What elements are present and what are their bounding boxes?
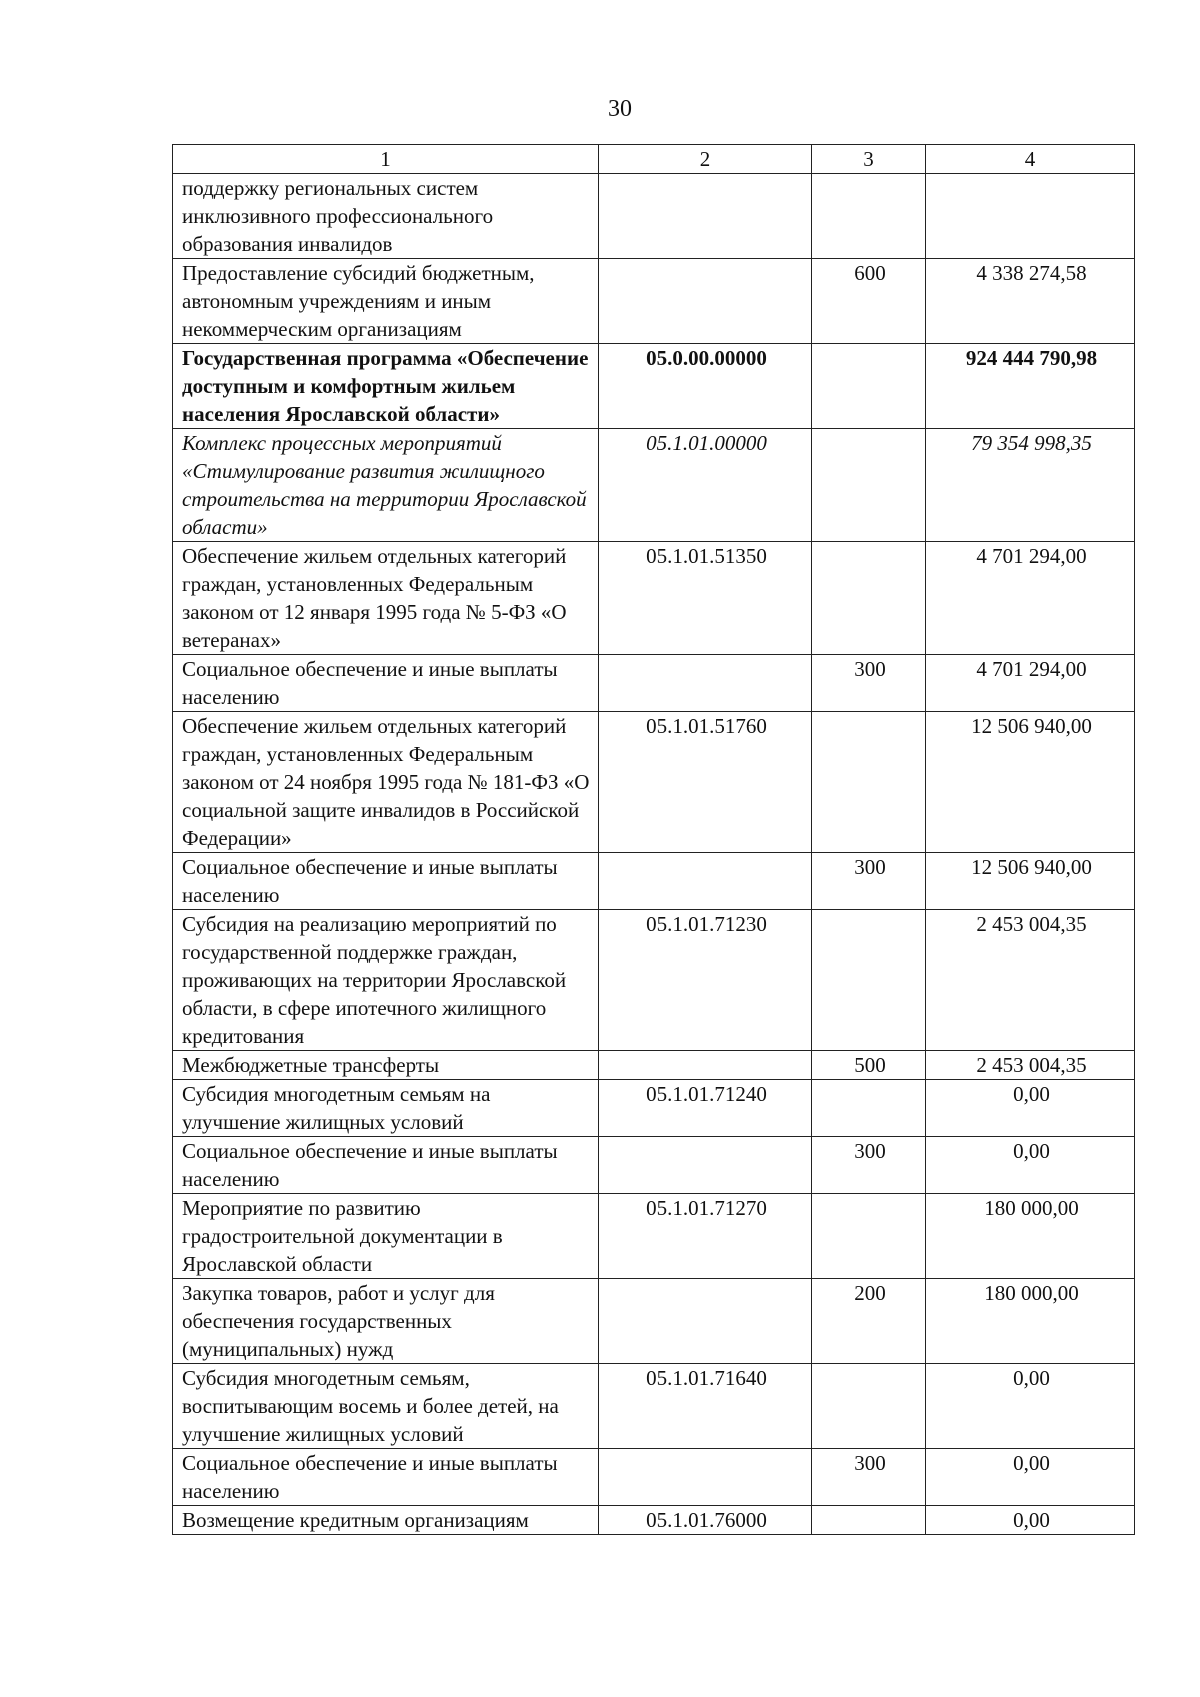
- row-amount-cell: 0,00: [926, 1080, 1135, 1137]
- row-code-cell: 05.1.01.71240: [599, 1080, 812, 1137]
- row-name-cell: Социальное обеспечение и иные выплаты населению: [173, 655, 599, 712]
- row-type-cell: [812, 344, 926, 429]
- row-type-cell: [812, 910, 926, 1051]
- row-amount-cell: 2 453 004,35: [926, 1051, 1135, 1080]
- row-amount-cell: 4 701 294,00: [926, 542, 1135, 655]
- table-header-row: [173, 145, 1135, 174]
- row-name-cell: Предоставление субсидий бюджетным, автономным учреждениям и иным некоммерческим организациям: [173, 259, 599, 344]
- row-name-cell: Межбюджетные трансферты: [173, 1051, 599, 1080]
- row-amount-cell: 0,00: [926, 1449, 1135, 1506]
- row-type-cell: [812, 1080, 926, 1137]
- row-amount-cell: 4 338 274,58: [926, 259, 1135, 344]
- row-code-cell: 05.1.01.71230: [599, 910, 812, 1051]
- row-code-cell: 05.1.01.51350: [599, 542, 812, 655]
- row-amount-cell: 4 701 294,00: [926, 655, 1135, 712]
- row-type-cell: [812, 1194, 926, 1279]
- row-name-cell: Субсидия многодетным семьям на улучшение жилищных условий: [173, 1080, 599, 1137]
- row-name-cell: Социальное обеспечение и иные выплаты населению: [173, 1449, 599, 1506]
- column-header-3: 3: [812, 145, 926, 174]
- table-body: [173, 174, 1135, 1535]
- table-row: [173, 174, 1135, 259]
- row-type-cell: [812, 174, 926, 259]
- row-type-cell: 300: [812, 1137, 926, 1194]
- row-code-cell: 05.1.01.71270: [599, 1194, 812, 1279]
- row-type-cell: 200: [812, 1279, 926, 1364]
- table-row: [173, 1137, 1135, 1194]
- row-code-cell: 05.1.01.51760: [599, 712, 812, 853]
- row-type-cell: [812, 429, 926, 542]
- row-name-cell: поддержку региональных систем инклюзивного профессионального образования инвалидов: [173, 174, 599, 259]
- table-row: [173, 712, 1135, 853]
- row-type-cell: [812, 1364, 926, 1449]
- row-amount-cell: 2 453 004,35: [926, 910, 1135, 1051]
- page-number: 30: [608, 96, 632, 122]
- table-row: [173, 429, 1135, 542]
- row-amount-cell: 180 000,00: [926, 1279, 1135, 1364]
- row-name-cell: Обеспечение жильем отдельных категорий граждан, установленных Федеральным законом от 24 ноября 1995 года № 181-ФЗ «О социальной защите инвалидов в Российской Федерации»: [173, 712, 599, 853]
- row-code-cell: 05.1.01.76000: [599, 1506, 812, 1535]
- row-code-cell: 05.1.01.71640: [599, 1364, 812, 1449]
- row-amount-cell: 924 444 790,98: [926, 344, 1135, 429]
- table-row: [173, 1194, 1135, 1279]
- row-amount-cell: 79 354 998,35: [926, 429, 1135, 542]
- row-name-cell: Субсидия многодетным семьям, воспитывающим восемь и более детей, на улучшение жилищных условий: [173, 1364, 599, 1449]
- table-row: [173, 1364, 1135, 1449]
- row-amount-cell: 0,00: [926, 1137, 1135, 1194]
- row-name-cell: Возмещение кредитным организациям: [173, 1506, 599, 1535]
- column-header-2: 2: [599, 145, 812, 174]
- row-name-cell: Социальное обеспечение и иные выплаты населению: [173, 853, 599, 910]
- row-code-cell: [599, 1279, 812, 1364]
- row-code-cell: [599, 853, 812, 910]
- table-row: [173, 1080, 1135, 1137]
- row-type-cell: 300: [812, 655, 926, 712]
- row-type-cell: [812, 542, 926, 655]
- row-name-cell: Субсидия на реализацию мероприятий по государственной поддержке граждан, проживающих на территории Ярославской области, в сфере ипотечного жилищного кредитования: [173, 910, 599, 1051]
- row-code-cell: 05.0.00.00000: [599, 344, 812, 429]
- table-row: [173, 1051, 1135, 1080]
- table-row: [173, 542, 1135, 655]
- row-name-cell: Государственная программа «Обеспечение доступным и комфортным жильем населения Ярославской области»: [173, 344, 599, 429]
- row-code-cell: [599, 1449, 812, 1506]
- column-header-4: 4: [926, 145, 1135, 174]
- row-name-cell: Обеспечение жильем отдельных категорий граждан, установленных Федеральным законом от 12 января 1995 года № 5-ФЗ «О ветеранах»: [173, 542, 599, 655]
- row-type-cell: [812, 712, 926, 853]
- row-amount-cell: 12 506 940,00: [926, 712, 1135, 853]
- row-amount-cell: 12 506 940,00: [926, 853, 1135, 910]
- row-amount-cell: 0,00: [926, 1364, 1135, 1449]
- table-row: [173, 910, 1135, 1051]
- row-code-cell: [599, 1137, 812, 1194]
- row-amount-cell: [926, 174, 1135, 259]
- table-row: [173, 655, 1135, 712]
- row-name-cell: Мероприятие по развитию градостроительной документации в Ярославской области: [173, 1194, 599, 1279]
- table-row: [173, 344, 1135, 429]
- row-amount-cell: 180 000,00: [926, 1194, 1135, 1279]
- table-row: [173, 853, 1135, 910]
- row-code-cell: [599, 1051, 812, 1080]
- row-code-cell: 05.1.01.00000: [599, 429, 812, 542]
- row-type-cell: 300: [812, 1449, 926, 1506]
- table-row: [173, 259, 1135, 344]
- row-type-cell: 500: [812, 1051, 926, 1080]
- row-code-cell: [599, 259, 812, 344]
- row-name-cell: Комплекс процессных мероприятий «Стимулирование развития жилищного строительства на территории Ярославской области»: [173, 429, 599, 542]
- table-row: [173, 1449, 1135, 1506]
- row-code-cell: [599, 655, 812, 712]
- row-code-cell: [599, 174, 812, 259]
- row-type-cell: [812, 1506, 926, 1535]
- row-name-cell: Закупка товаров, работ и услуг для обеспечения государственных (муниципальных) нужд: [173, 1279, 599, 1364]
- row-name-cell: Социальное обеспечение и иные выплаты населению: [173, 1137, 599, 1194]
- row-amount-cell: 0,00: [926, 1506, 1135, 1535]
- table-row: [173, 1506, 1135, 1535]
- budget-table: [172, 144, 1135, 1535]
- column-header-1: 1: [173, 145, 599, 174]
- table-row: [173, 1279, 1135, 1364]
- row-type-cell: 600: [812, 259, 926, 344]
- row-type-cell: 300: [812, 853, 926, 910]
